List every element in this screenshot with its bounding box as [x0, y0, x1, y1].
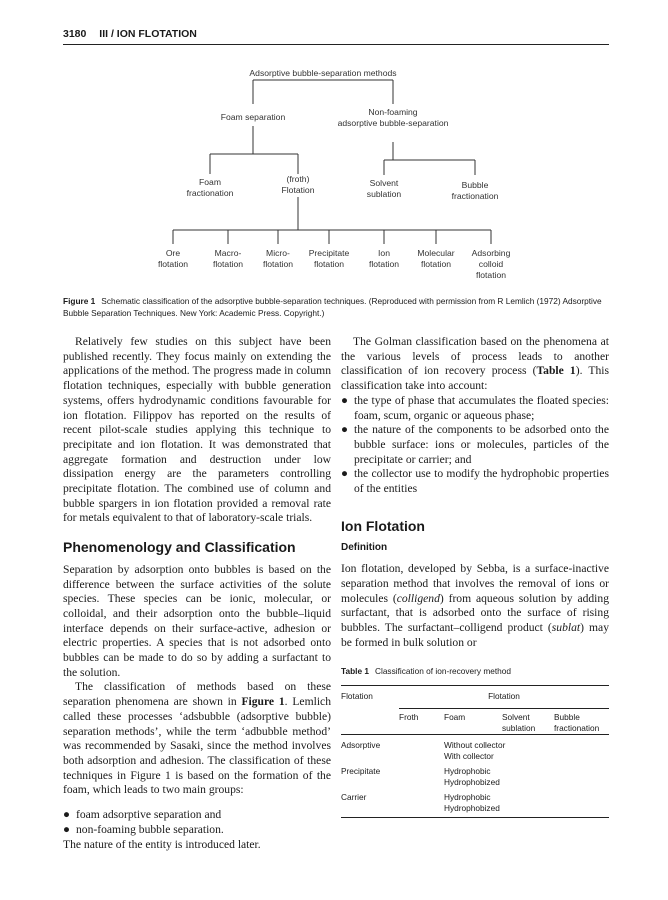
node-micro-flotation: Micro- flotation	[262, 248, 294, 269]
running-header	[63, 28, 197, 40]
table-bottom-rule	[341, 814, 609, 818]
italic-term: colligend	[396, 591, 440, 605]
table-subheader: Foam	[444, 712, 466, 723]
section-heading: Phenomenology and Classification	[63, 539, 296, 556]
list-item	[63, 823, 331, 838]
table-caption	[341, 664, 609, 679]
table-caption-text: Classification of ion-recovery method	[374, 666, 512, 677]
table-subheader: Froth	[399, 712, 419, 723]
subsection-heading: Definition	[341, 542, 388, 554]
list-item-text: the collector use to modify the hydrophobic properties of the entities	[354, 467, 609, 496]
paragraph-text: The classification of methods based on these separation phenomena are shown in	[63, 680, 331, 709]
paragraph: Separation by adsorption onto bubbles is based on the difference between the surface activities of the solute species. These species can be ionic, molecular, or colloidal, and their adsorption onto the bubble–liquid interface depends on their surface-active, adhesion or electric properties. A species that is not adsorbed onto bubbles can be made to do so by adding a surfactant to the solution.	[63, 562, 331, 679]
bullet-icon: ●	[63, 808, 71, 822]
table-cell-line: Hydrophobized	[444, 777, 500, 788]
list-item-text: foam adsorptive separation and	[76, 808, 222, 822]
paragraph-text: ) may be formed in bulk solution or	[341, 620, 609, 649]
page-number: 3180	[63, 28, 87, 40]
table-group-header: Flotation	[488, 691, 520, 702]
list-item	[341, 423, 609, 467]
node-ion-flotation: Ion flotation	[368, 248, 400, 269]
table-cell-line: Hydrophobized	[444, 803, 500, 814]
table-cell-line: Hydrophobic	[444, 792, 491, 803]
list-item-text: non-foaming bubble separation.	[76, 822, 224, 836]
list-item-text: the type of phase that accumulates the floated species: foam, scum, organic or aqueous phase;	[354, 393, 609, 422]
figure-reference[interactable]: Figure 1	[241, 695, 285, 709]
classification-table	[341, 685, 609, 818]
table-cell: Precipitate	[341, 766, 381, 777]
header-rule	[63, 44, 609, 45]
list-item	[341, 467, 609, 496]
italic-term: sublat	[551, 620, 581, 634]
bullet-icon: ●	[341, 467, 349, 481]
list-item-text: the nature of the components to be adsorbed onto the bubble surface: ions or molecules, particles of the precipitate or carrier; and	[354, 423, 609, 466]
paragraph	[63, 680, 331, 798]
bullet-icon: ●	[341, 393, 349, 407]
paragraph-text: The Golman classification based on the phenomena at the various levels of process leads to another classification of ion recovery process (	[341, 335, 609, 378]
paragraph	[341, 335, 609, 394]
bullet-icon: ●	[341, 423, 349, 437]
table-row	[341, 762, 609, 788]
paragraph-text: ) from aqueous solution by adding surfactant, that is adsorbed onto the surface of rising bubbles. The surfactant–colligend product (	[341, 591, 609, 634]
left-column	[63, 335, 331, 852]
node-precipitate-flotation: Precipitate flotation	[308, 248, 350, 269]
node-bubble-fractionation: Bubble fractionation	[451, 180, 499, 201]
paragraph	[341, 562, 609, 650]
table-subheader-row	[341, 712, 609, 735]
table-subheader: Bubble fractionation	[554, 712, 600, 734]
node-foam-separation: Foam separation	[220, 112, 286, 122]
table-cell	[444, 762, 609, 788]
bullet-list	[63, 808, 331, 837]
figure-label: Figure 1	[63, 296, 96, 306]
table-cell	[444, 788, 609, 814]
list-item	[341, 394, 609, 423]
table-subheader-row	[341, 702, 609, 712]
paragraph-text: Ion flotation, developed by Sebba, is a surface-inactive separation method that involves the removal of ions or molecules (	[341, 562, 609, 605]
table-subheader: Solvent sublation	[502, 712, 536, 734]
paragraph-text: . Lemlich called these processes ‘adsbubble (adsorptive bubble) separation methods’, while the term ‘adbubble method’ was recommended by Sasaki, since the method involves both adsorption and adhesion. The classification of these techniques in Figure 1 is based on the formation of the foam, which leads to two main groups:	[63, 695, 331, 797]
table-reference[interactable]: Table 1	[536, 364, 576, 378]
table-header-row	[341, 686, 609, 703]
paragraph-text: ). This classification take into account:	[341, 364, 609, 393]
table-cell: Adsorptive	[341, 740, 381, 751]
list-item	[63, 808, 331, 823]
table-cell: Carrier	[341, 792, 367, 803]
classification-diagram	[140, 62, 540, 287]
node-root: Adsorptive bubble-separation methods	[249, 68, 397, 78]
figure-caption-text: Schematic classification of the adsorptive bubble-separation techniques. (Reproduced with permission from R Lemlich (1972) Adsorptive Bubble Separation Techniques. New York: Academic Press. Copyright.)	[63, 296, 602, 318]
node-macro-flotation: Macro- flotation	[212, 248, 244, 269]
paragraph: Relatively few studies on this subject have been published recently. They focus mainly on extending the applications of the method. The progress made in column flotation techniques, especially with bubble generation systems, offers hydrodynamic conditions favourable for ion flotation. Filippov has reported on the results of recent pilot-scale studies applying this technique to precipitate and ion flotation. It was demonstrated that aggregate formation and destruction under low dissipation energy are the parameters controlling precipitate flotation. The combined use of column and bubble spargers in ion flotation provided a removal rate for metals equivalent to that of laboratory-scale trials.	[63, 335, 331, 525]
node-froth-flotation: (froth) Flotation	[281, 174, 315, 195]
section-heading: Ion Flotation	[341, 517, 425, 534]
paragraph: The nature of the entity is introduced later.	[63, 837, 261, 851]
table-cell-line: With collector	[444, 751, 494, 762]
table-cell-line: Without collector	[444, 740, 506, 751]
node-adsorbing-colloid-flotation: Adsorbing colloid flotation	[471, 248, 511, 280]
node-foam-fractionation: Foam fractionation	[186, 177, 234, 198]
table-cell-line: Hydrophobic	[444, 766, 491, 777]
node-molecular-flotation: Molecular flotation	[417, 248, 455, 269]
table-cell	[444, 735, 609, 763]
figure-caption	[63, 296, 609, 319]
table-label: Table 1	[341, 666, 369, 677]
bullet-icon: ●	[63, 822, 71, 836]
table-header: Flotation	[341, 691, 373, 702]
bullet-list	[341, 394, 609, 497]
node-solvent-sublation: Solvent sublation	[366, 178, 402, 199]
table-row	[341, 788, 609, 814]
right-column	[341, 335, 609, 818]
node-ore-flotation: Ore flotation	[157, 248, 189, 269]
section-title: III / ION FLOTATION	[99, 28, 197, 40]
table-row	[341, 735, 609, 763]
node-non-foaming: Non-foaming adsorptive bubble-separation	[337, 107, 449, 128]
